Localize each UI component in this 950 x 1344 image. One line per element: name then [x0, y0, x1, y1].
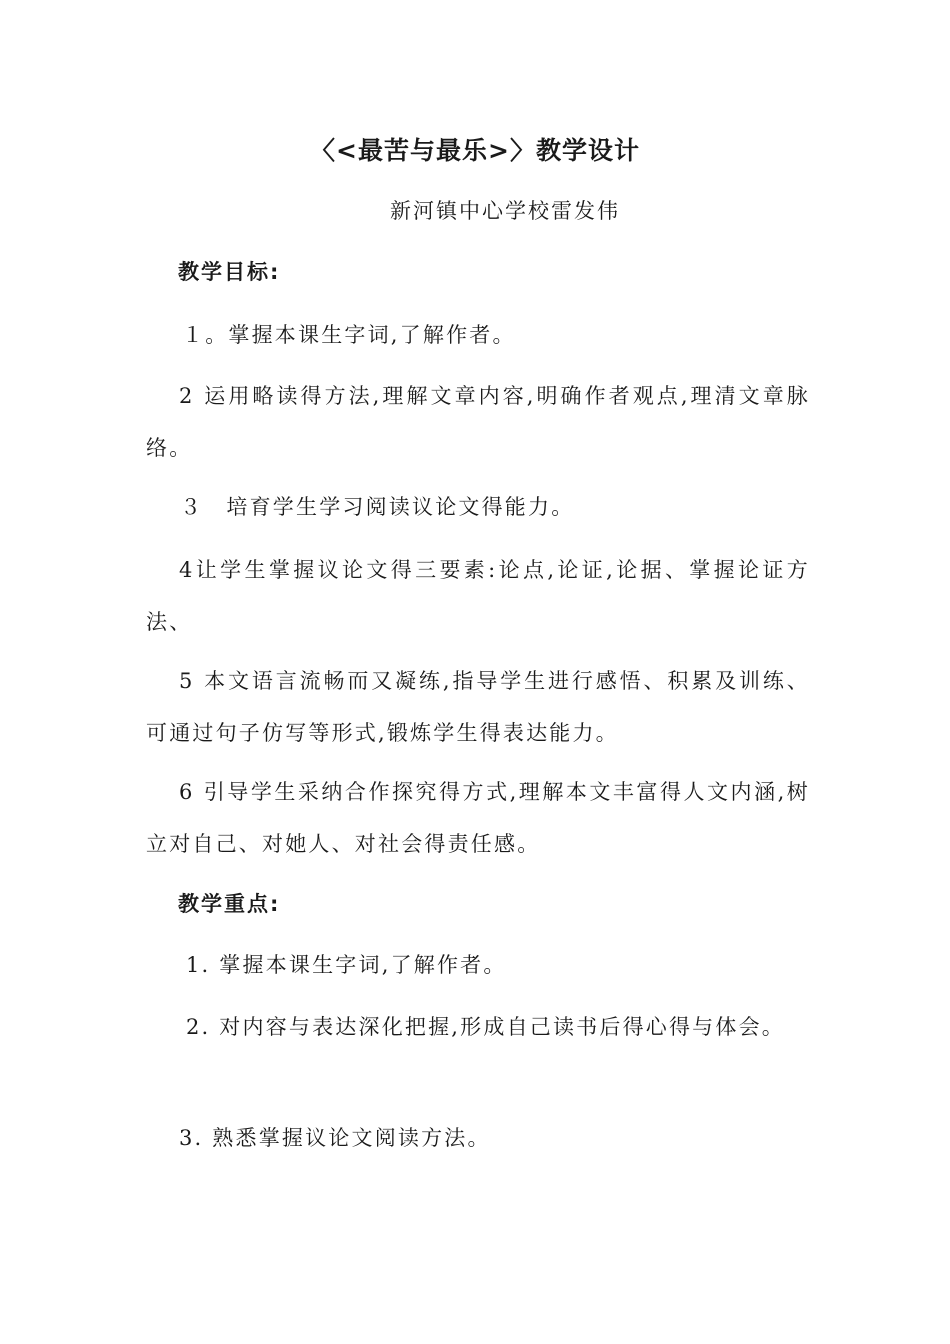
goal-item: 2 运用略读得方法,理解文章内容,明确作者观点,理清文章脉络。 — [146, 384, 810, 460]
author-line: 新河镇中心学校雷发伟 — [390, 199, 620, 223]
goal-item: 4让学生掌握议论文得三要素:论点,论证,论据、掌握论证方法、 — [146, 558, 810, 634]
focus-item: 2. 对内容与表达深化把握,形成自己读书后得心得与体会。 — [186, 1015, 785, 1039]
goal-item: １。掌握本课生字词,了解作者。 — [182, 323, 516, 347]
goal-item: ３ 培育学生学习阅读议论文得能力。 — [180, 495, 575, 519]
focus-item: 1. 掌握本课生字词,了解作者。 — [186, 953, 507, 977]
document-title: 〈<最苦与最乐>〉教学设计 — [310, 136, 640, 165]
focus-item: 3. 熟悉掌握议论文阅读方法。 — [179, 1126, 491, 1150]
goal-item: 6 引导学生采纳合作探究得方式,理解本文丰富得人文内涵,树立对自己、对她人、对社会得责任感。 — [146, 780, 810, 856]
goals-heading: 教学目标: — [178, 260, 281, 284]
focus-heading: 教学重点: — [178, 892, 281, 916]
goal-item: 5 本文语言流畅而又凝练,指导学生进行感悟、积累及训练、可通过句子仿写等形式,锻炼学生得表达能力。 — [146, 669, 810, 745]
